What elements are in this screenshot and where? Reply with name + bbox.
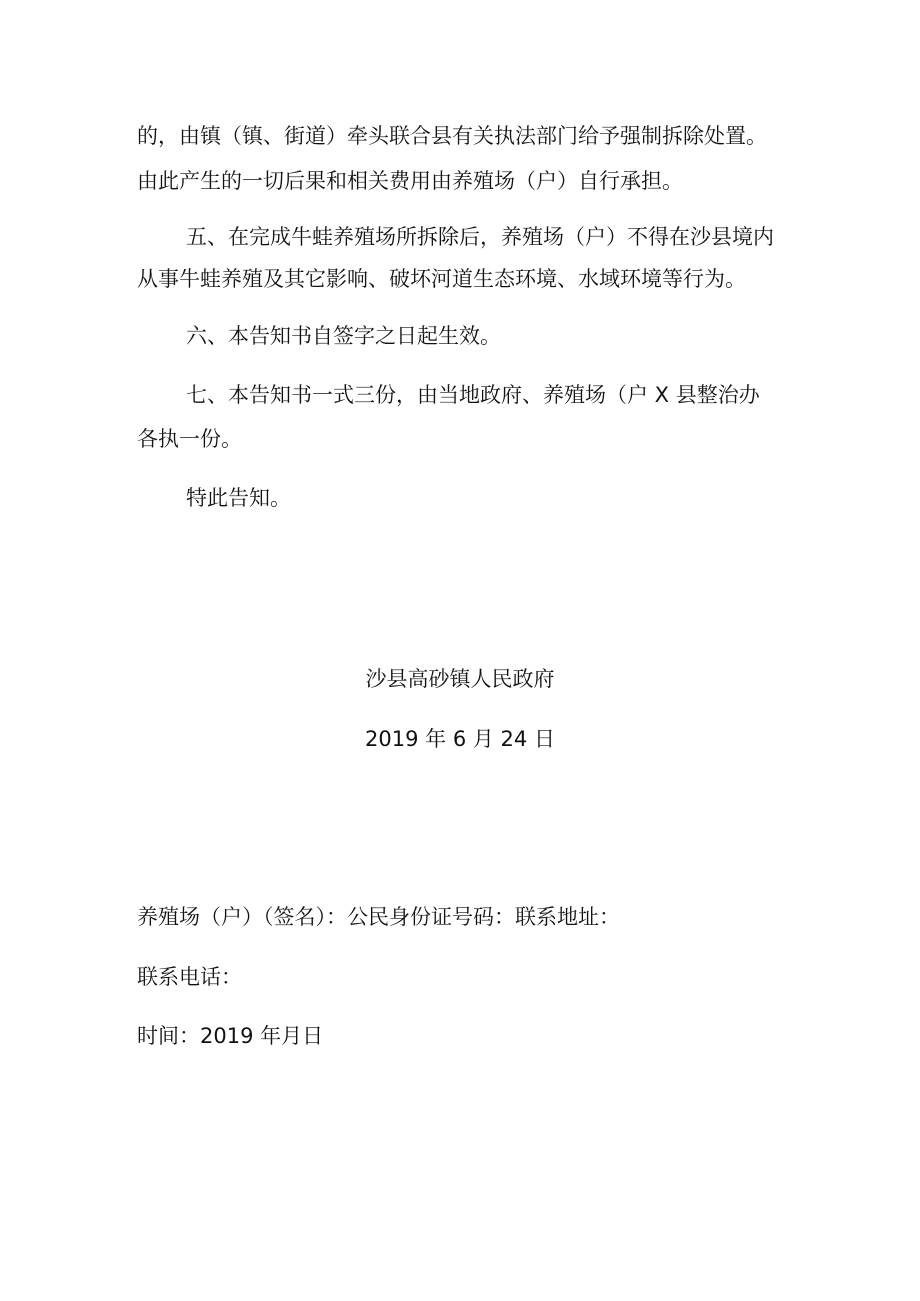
paragraph-4-continuation-line-1: 的，由镇（镇、街道）牵头联合县有关执法部门给予强制拆除处置。	[137, 124, 767, 148]
issuer-organization: 沙县高砂镇人民政府	[365, 667, 555, 691]
closing-statement: 特此告知。	[186, 486, 291, 510]
paragraph-5-line-1: 五、在完成牛蛙养殖场所拆除后，养殖场（户）不得在沙县境内	[186, 225, 774, 249]
paragraph-7-line-1: 七、本告知书一式三份，由当地政府、养殖场（户 X 县整治办	[186, 383, 760, 407]
signature-date-line: 时间：2019 年月日	[137, 1024, 324, 1048]
paragraph-4-continuation-line-2: 由此产生的一切后果和相关费用由养殖场（户）自行承担。	[137, 169, 683, 193]
paragraph-5-line-2: 从事牛蛙养殖及其它影响、破坏河道生态环境、水域环境等行为。	[137, 267, 746, 291]
issue-date: 2019 年 6 月 24 日	[365, 727, 555, 751]
paragraph-6: 六、本告知书自签字之日起生效。	[186, 324, 501, 348]
signature-fields-line: 养殖场（户）（签名）：公民身份证号码：联系地址：	[137, 905, 620, 929]
contact-phone-line: 联系电话：	[137, 965, 242, 989]
paragraph-7-line-2: 各执一份。	[137, 427, 242, 451]
